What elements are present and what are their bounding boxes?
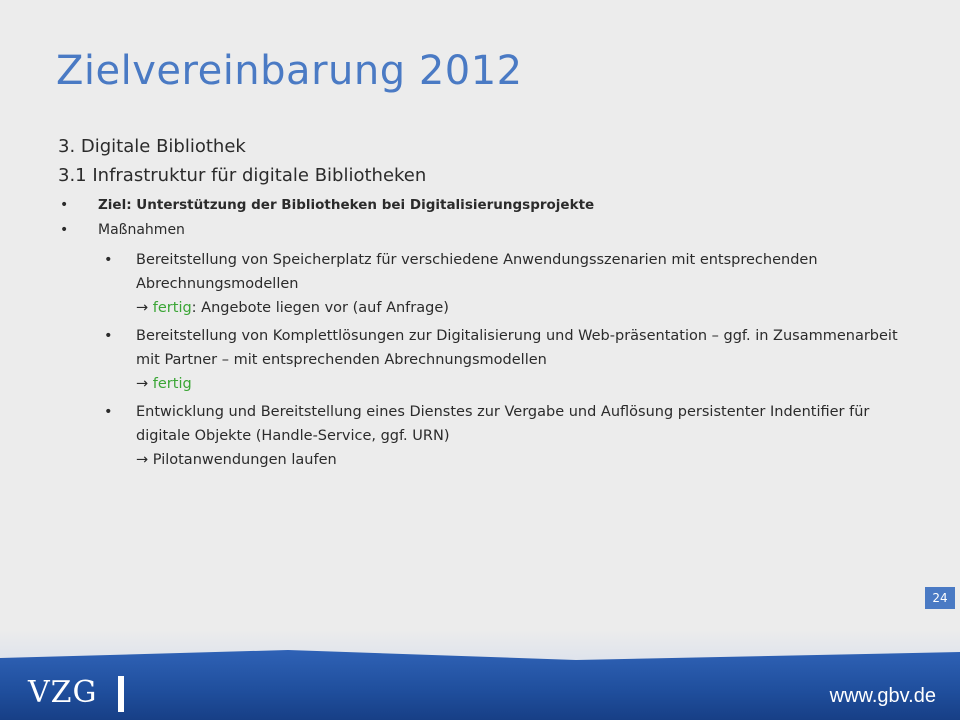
footer-url[interactable]: www.gbv.de <box>829 685 936 707</box>
goal-text: Ziel: Unterstützung der Bibliotheken bei Digitalisierungsprojekte <box>98 197 595 213</box>
status-detail: : Angebote liegen vor (auf Anfrage) <box>191 300 449 316</box>
measure-item <box>98 400 908 472</box>
slide-title: Zielvereinbarung 2012 <box>56 48 523 94</box>
measure-result <box>136 448 908 472</box>
slide-content <box>58 136 908 478</box>
measure-result <box>136 296 908 320</box>
goal-bullet <box>58 196 908 215</box>
measure-text: Entwicklung und Bereitstellung eines Dienstes zur Vergabe und Auflösung persistenter Indentifier für digitale Objekte (Handle-Service, ggf. URN) <box>136 404 870 444</box>
bullet-list <box>58 196 908 472</box>
section-heading: 3. Digitale Bibliothek <box>58 136 246 157</box>
measure-result <box>136 372 908 396</box>
measure-item <box>98 248 908 320</box>
vzg-logo: VZG <box>28 675 98 710</box>
measures-label: Maßnahmen <box>98 222 185 238</box>
measure-text: Bereitstellung von Komplettlösungen zur Digitalisierung und Web-präsentation – ggf. in Zusammenarbeit mit Partner – mit entsprechenden Abrechnungsmodellen <box>136 328 898 368</box>
measures-list <box>98 248 908 472</box>
logo-divider <box>118 676 124 712</box>
measure-item <box>98 324 908 396</box>
footer-bar <box>0 650 960 720</box>
status-detail: Pilotanwendungen laufen <box>152 452 337 468</box>
arrow-icon: → <box>136 452 149 468</box>
measures-bullet <box>58 221 908 472</box>
arrow-icon: → <box>136 376 149 392</box>
status-label: fertig <box>152 300 192 316</box>
subsection-heading: 3.1 Infrastruktur für digitale Bibliotheken <box>58 165 427 186</box>
measure-text: Bereitstellung von Speicherplatz für verschiedene Anwendungsszenarien mit entsprechenden Abrechnungsmodellen <box>136 252 818 292</box>
status-label: fertig <box>152 376 192 392</box>
arrow-icon: → <box>136 300 149 316</box>
page-number-badge: 24 <box>925 587 955 609</box>
